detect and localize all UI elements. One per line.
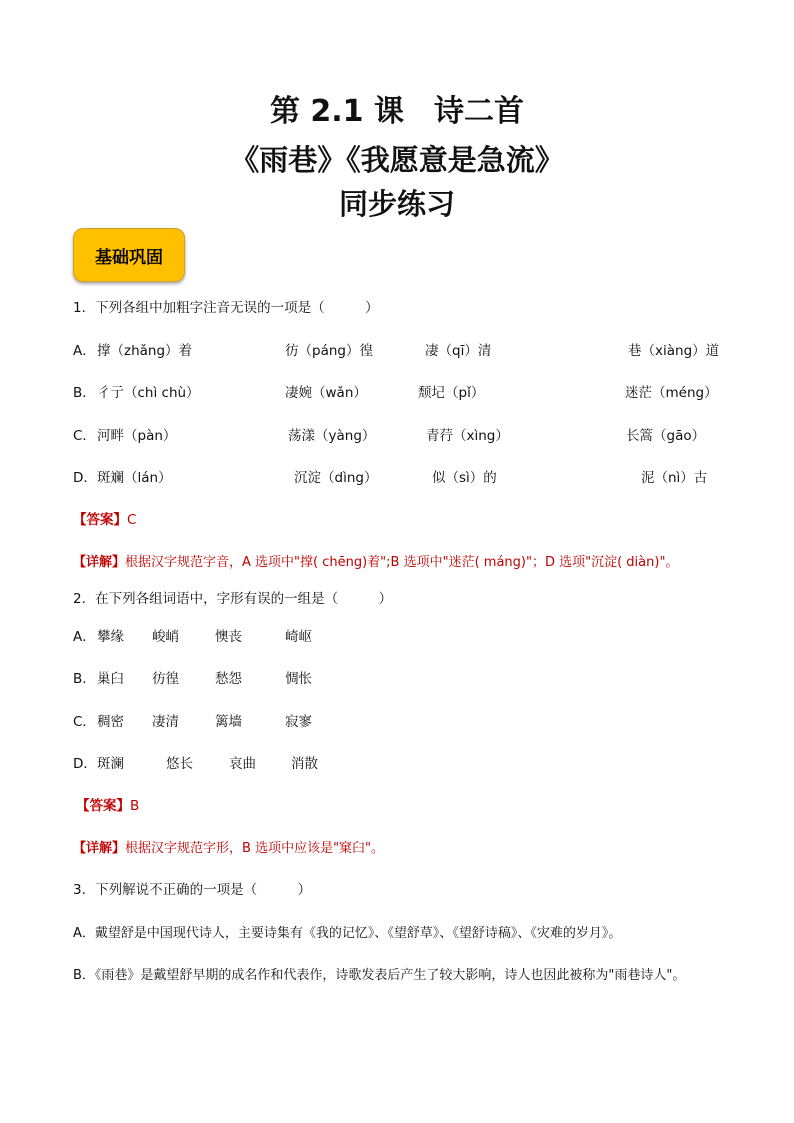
q1-option-a-item-3: 凄（qī）清 <box>425 343 492 359</box>
q2-option-d-item-2: 悠长 <box>166 756 193 772</box>
q1-option-b-item-4: 迷茫（méng） <box>625 385 718 401</box>
q3-option-a: A．戴望舒是中国现代诗人，主要诗集有《我的记忆》、《望舒草》、《望舒诗稿》、《灾难的岁月》。 <box>73 926 622 941</box>
q2-option-a-item-2: 峻峭 <box>152 629 179 645</box>
q1-option-b-item-1: 彳亍（chì chù） <box>97 385 200 401</box>
q1-option-b-label: B． <box>73 385 96 401</box>
q3-option-b: B．《雨巷》是戴望舒早期的成名作和代表作，诗歌发表后产生了较大影响，诗人也因此被称为"雨巷诗人"。 <box>73 968 686 983</box>
section-badge: 基础巩固 <box>73 228 185 282</box>
q2-option-a-item-4: 崎岖 <box>285 629 312 645</box>
q2-option-b-item-3: 愁怨 <box>215 671 242 687</box>
q1-detail-part-d: )"。 <box>654 555 679 570</box>
q1-detail <box>73 554 678 572</box>
q1-detail-part-a: 根据汉字规范字音，A 选项中"撑( <box>125 555 319 570</box>
q1-answer-tag: 【答案】 <box>73 512 127 528</box>
q2-answer <box>76 797 139 815</box>
q2-option-a-item-1: 攀缘 <box>97 629 124 645</box>
q1-option-d-label: D． <box>73 470 97 486</box>
q2-answer-value: B <box>130 798 140 814</box>
q1-option-a-label: A． <box>73 343 96 359</box>
exercise-title: 同步练习 <box>338 187 455 221</box>
poem-titles: 《雨巷》《我愿意是急流》 <box>230 143 564 177</box>
q2-answer-tag: 【答案】 <box>76 798 130 814</box>
q2-option-b-label: B． <box>73 671 96 687</box>
q3-stem: 3．下列解说不正确的一项是（ ） <box>73 882 312 898</box>
q1-option-d-item-4: 泥（nì）古 <box>641 470 708 486</box>
q1-option-c-item-1: 河畔（pàn） <box>97 428 177 444</box>
q1-option-d-item-1: 斑斓（lán） <box>97 470 172 486</box>
q2-option-c-item-3: 篱墙 <box>215 714 242 730</box>
q1-answer-value: C <box>127 512 137 528</box>
q1-detail-part-c: )"；D 选项"沉淀( <box>520 555 623 570</box>
q1-detail-pinyin-a: chēng <box>318 555 363 570</box>
q2-detail-text: 根据汉字规范字形，B 选项中应该是"窠臼"。 <box>125 841 385 856</box>
q2-option-a-label: A． <box>73 629 96 645</box>
q1-detail-tag: 【详解】 <box>73 555 126 570</box>
q2-detail-tag: 【详解】 <box>73 841 126 856</box>
q2-option-b-item-1: 巢臼 <box>97 671 124 687</box>
q2-option-c-item-4: 寂寥 <box>285 714 312 730</box>
q1-option-c-item-2: 荡漾（yàng） <box>288 428 376 444</box>
q1-option-a-item-4: 巷（xiàng）道 <box>628 343 720 359</box>
q2-option-c-item-2: 凄清 <box>152 714 179 730</box>
q2-option-c-label: C． <box>73 714 96 730</box>
q2-detail <box>73 840 384 858</box>
q1-detail-part-b: )着";B 选项中"迷茫( <box>362 555 480 570</box>
q2-option-b-item-2: 彷徨 <box>152 671 179 687</box>
q2-option-d-item-4: 消散 <box>291 756 318 772</box>
q1-stem: 1．下列各组中加粗字注音无误的一项是（ ） <box>73 300 379 316</box>
q2-option-c-item-1: 稠密 <box>97 714 124 730</box>
q2-option-a-item-3: 懊丧 <box>215 629 242 645</box>
q2-option-d-label: D． <box>73 756 97 772</box>
q2-option-d-item-3: 哀曲 <box>229 756 256 772</box>
q2-option-b-item-4: 惆怅 <box>285 671 312 687</box>
q1-option-a-item-2: 彷（páng）徨 <box>285 343 373 359</box>
q1-option-b-item-3: 颓圮（pǐ） <box>418 385 485 401</box>
q1-option-a-item-1: 撑（zhǎng）着 <box>97 343 193 359</box>
q1-option-d-item-3: 似（sì）的 <box>432 470 497 486</box>
lesson-title: 第 2.1 课 诗二首 <box>269 94 525 129</box>
q1-option-c-label: C． <box>73 428 96 444</box>
q1-detail-pinyin-b: máng <box>479 555 521 570</box>
q2-option-d-item-1: 斑澜 <box>97 756 124 772</box>
q1-detail-pinyin-c: diàn <box>622 555 655 570</box>
q1-option-c-item-3: 青荇（xìng） <box>426 428 509 444</box>
q1-option-d-item-2: 沉淀（dìng） <box>294 470 378 486</box>
q1-option-b-item-2: 凄婉（wǎn） <box>285 385 367 401</box>
q1-option-c-item-4: 长篙（gāo） <box>626 428 706 444</box>
q1-answer <box>73 511 136 529</box>
q2-stem: 2．在下列各组词语中，字形有误的一组是（ ） <box>73 591 393 607</box>
